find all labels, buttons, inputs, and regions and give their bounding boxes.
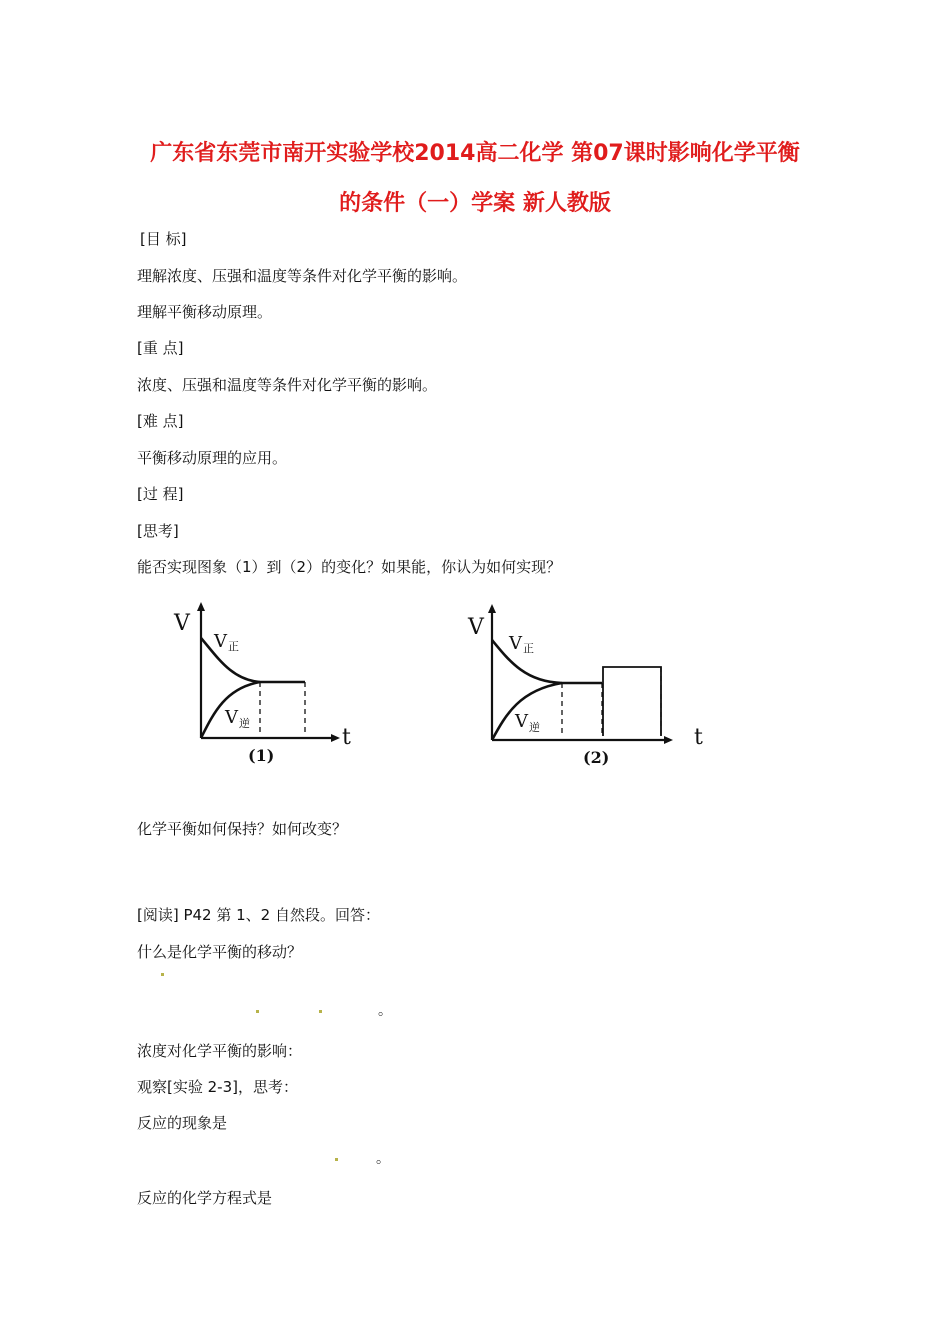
reaction-equation: 反应的化学方程式是 [137, 1189, 273, 1207]
heading-difficulties: [难 点] [137, 412, 184, 430]
heading-concentration-effect: 浓度对化学平衡的影响： [137, 1042, 303, 1060]
heading-objectives: [目 标] [140, 230, 187, 248]
v-forward-subscript: 正 [228, 640, 239, 653]
heading-process: [过 程] [137, 485, 184, 503]
v-reverse-label-2: V [515, 711, 528, 732]
heading-think: [思考] [137, 522, 179, 540]
answer-blank-dot [161, 973, 164, 976]
reaction-phenomenon: 反应的现象是 [137, 1114, 228, 1132]
difficulty-text: 平衡移动原理的应用。 [137, 449, 288, 467]
answer-period: 。 [376, 1151, 390, 1167]
document-title-line-2: 的条件（一）学案 新人教版 [339, 191, 611, 216]
answer-blank-dot [335, 1158, 338, 1161]
question-equilibrium-shift: 什么是化学平衡的移动？ [137, 943, 303, 961]
y-axis-label-2: V [468, 615, 484, 640]
rate-time-graph-1 [170, 600, 370, 775]
reading-instruction: [阅读] P42 第 1、2 自然段。回答： [137, 906, 380, 924]
figure-caption-1: (1) [248, 746, 275, 765]
v-forward-label: V [214, 631, 227, 652]
think-question: 能否实现图象（1）到（2）的变化？如果能，你认为如何实现？ [137, 558, 562, 576]
equilibrium-question: 化学平衡如何保持？如何改变？ [137, 820, 348, 838]
rate-time-graph-2 [462, 600, 712, 775]
document-title-line-1: 广东省东莞市南开实验学校2014高二化学 第07课时影响化学平衡 [150, 141, 800, 166]
objective-2: 理解平衡移动原理。 [137, 303, 273, 321]
v-forward-label-2: V [509, 633, 522, 654]
heading-key-points: [重 点] [137, 339, 184, 357]
objective-1: 理解浓度、压强和温度等条件对化学平衡的影响。 [137, 267, 468, 285]
key-point-text: 浓度、压强和温度等条件对化学平衡的影响。 [137, 376, 438, 394]
v-reverse-subscript-2: 逆 [529, 721, 540, 734]
answer-blank-dot [256, 1010, 259, 1013]
x-axis-label: t [342, 725, 351, 750]
answer-period: 。 [378, 1003, 392, 1019]
answer-blank-dot [319, 1010, 322, 1013]
x-axis-label-2: t [694, 725, 703, 750]
figure-caption-2: (2) [583, 748, 610, 767]
v-forward-subscript-2: 正 [523, 642, 534, 655]
y-axis-label: V [174, 611, 190, 636]
observe-experiment: 观察[实验 2-3]，思考： [137, 1078, 298, 1096]
v-reverse-label: V [225, 707, 238, 728]
v-reverse-subscript: 逆 [239, 717, 250, 730]
